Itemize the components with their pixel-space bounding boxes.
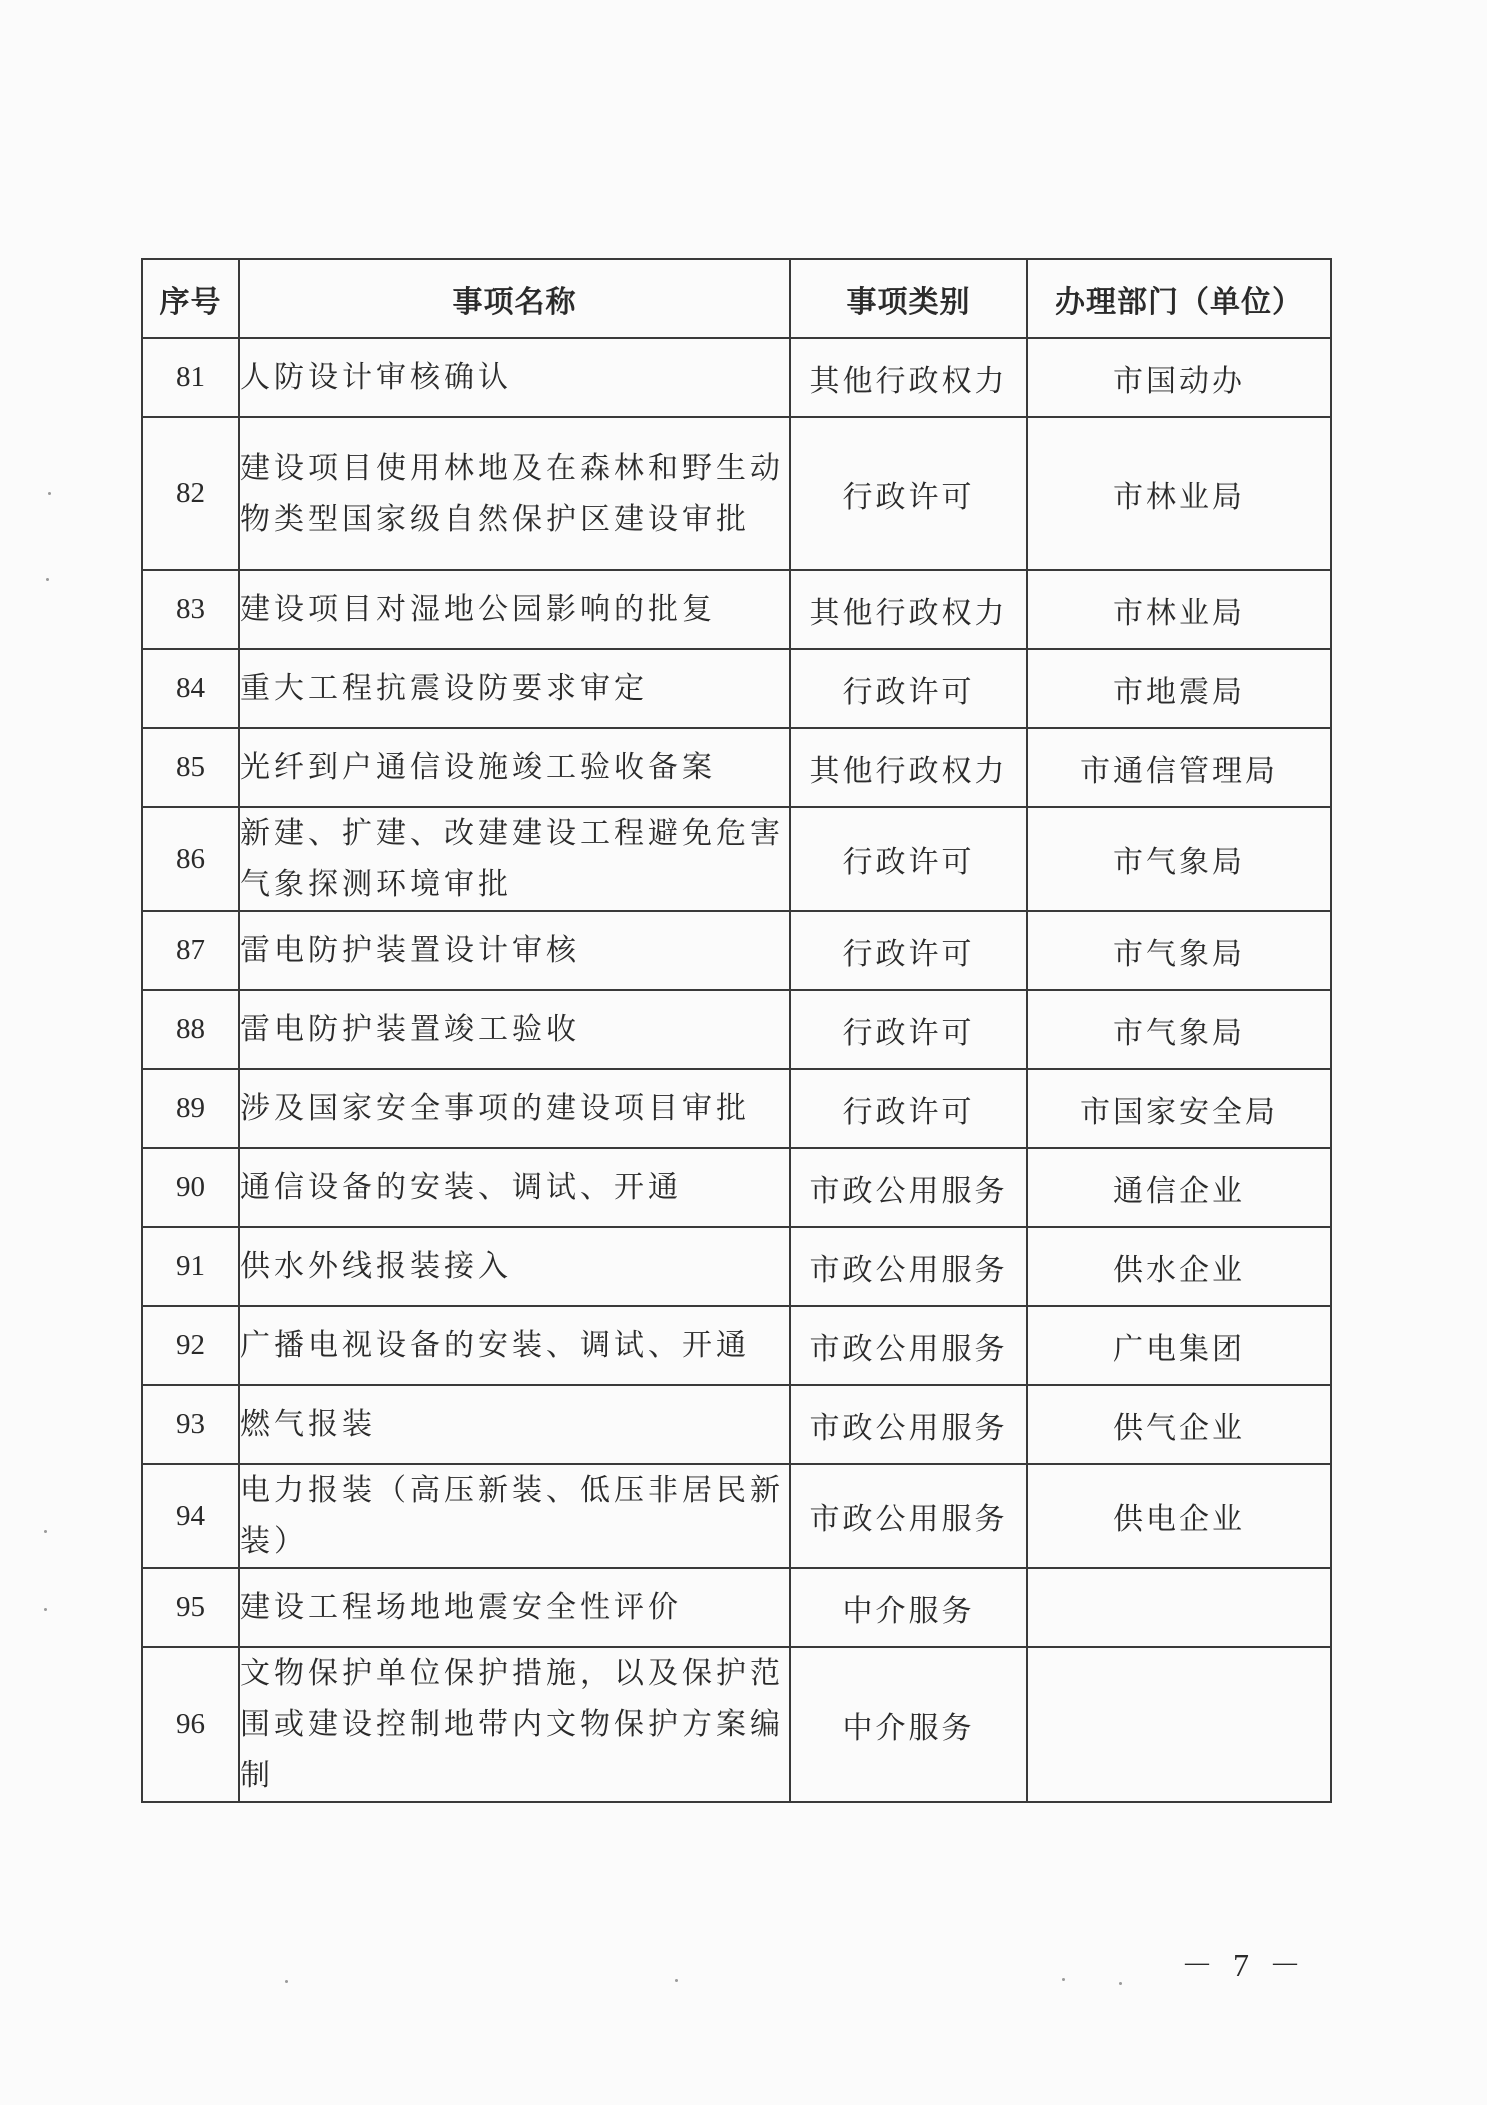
handling-department: 供水企业 [1027, 1227, 1331, 1306]
item-category: 其他行政权力 [790, 570, 1027, 649]
row-number: 88 [142, 990, 239, 1069]
scan-speck [1062, 1978, 1065, 1981]
table-row [142, 1227, 1331, 1306]
table-row [142, 649, 1331, 728]
handling-department: 通信企业 [1027, 1148, 1331, 1227]
table-row [142, 728, 1331, 807]
handling-department: 市气象局 [1027, 807, 1331, 911]
item-category: 市政公用服务 [790, 1464, 1027, 1568]
item-name: 燃气报装 [239, 1385, 790, 1464]
row-number: 91 [142, 1227, 239, 1306]
row-number: 83 [142, 570, 239, 649]
table-header-row [142, 259, 1331, 338]
item-name: 建设项目对湿地公园影响的批复 [239, 570, 790, 649]
table-row [142, 911, 1331, 990]
header-category: 事项类别 [790, 259, 1027, 338]
table-row [142, 1464, 1331, 1568]
items-table [141, 258, 1332, 1803]
handling-department: 市地震局 [1027, 649, 1331, 728]
handling-department: 市林业局 [1027, 417, 1331, 570]
item-category: 中介服务 [790, 1568, 1027, 1647]
item-name: 雷电防护装置设计审核 [239, 911, 790, 990]
item-name: 供水外线报装接入 [239, 1227, 790, 1306]
scan-speck [285, 1980, 288, 1983]
item-category: 市政公用服务 [790, 1148, 1027, 1227]
handling-department: 市气象局 [1027, 990, 1331, 1069]
item-name: 重大工程抗震设防要求审定 [239, 649, 790, 728]
table-row [142, 807, 1331, 911]
handling-department: 市气象局 [1027, 911, 1331, 990]
row-number: 87 [142, 911, 239, 990]
item-name: 雷电防护装置竣工验收 [239, 990, 790, 1069]
row-number: 84 [142, 649, 239, 728]
handling-department: 供气企业 [1027, 1385, 1331, 1464]
table-row [142, 1385, 1331, 1464]
header-name: 事项名称 [239, 259, 790, 338]
scan-speck [675, 1979, 678, 1982]
scan-speck [44, 1608, 47, 1611]
item-name: 通信设备的安装、调试、开通 [239, 1148, 790, 1227]
table-row [142, 1647, 1331, 1802]
table-row [142, 1306, 1331, 1385]
item-category: 行政许可 [790, 649, 1027, 728]
table-row [142, 1069, 1331, 1148]
item-name: 新建、扩建、改建建设工程避免危害气象探测环境审批 [239, 807, 790, 911]
table-row [142, 570, 1331, 649]
scan-speck [1119, 1982, 1122, 1985]
scan-speck [46, 578, 49, 581]
handling-department: 市国家安全局 [1027, 1069, 1331, 1148]
item-category: 市政公用服务 [790, 1227, 1027, 1306]
row-number: 82 [142, 417, 239, 570]
table-row [142, 1568, 1331, 1647]
item-name: 文物保护单位保护措施，以及保护范围或建设控制地带内文物保护方案编制 [239, 1647, 790, 1802]
item-category: 市政公用服务 [790, 1306, 1027, 1385]
row-number: 93 [142, 1385, 239, 1464]
item-name: 人防设计审核确认 [239, 338, 790, 417]
item-name: 建设项目使用林地及在森林和野生动物类型国家级自然保护区建设审批 [239, 417, 790, 570]
table-row [142, 338, 1331, 417]
item-name: 涉及国家安全事项的建设项目审批 [239, 1069, 790, 1148]
handling-department: 市林业局 [1027, 570, 1331, 649]
table-body [142, 338, 1331, 1802]
item-name: 电力报装（高压新装、低压非居民新装） [239, 1464, 790, 1568]
handling-department [1027, 1647, 1331, 1802]
item-category: 其他行政权力 [790, 338, 1027, 417]
row-number: 94 [142, 1464, 239, 1568]
header-dept: 办理部门（单位） [1027, 259, 1331, 338]
handling-department: 市通信管理局 [1027, 728, 1331, 807]
table-row [142, 990, 1331, 1069]
handling-department: 供电企业 [1027, 1464, 1331, 1568]
item-category: 行政许可 [790, 990, 1027, 1069]
item-name: 光纤到户通信设施竣工验收备案 [239, 728, 790, 807]
handling-department: 广电集团 [1027, 1306, 1331, 1385]
header-no: 序号 [142, 259, 239, 338]
row-number: 96 [142, 1647, 239, 1802]
item-category: 行政许可 [790, 911, 1027, 990]
handling-department: 市国动办 [1027, 338, 1331, 417]
item-category: 行政许可 [790, 807, 1027, 911]
scan-speck [48, 492, 51, 495]
table-row [142, 417, 1331, 570]
item-category: 市政公用服务 [790, 1385, 1027, 1464]
row-number: 95 [142, 1568, 239, 1647]
item-name: 建设工程场地地震安全性评价 [239, 1568, 790, 1647]
row-number: 85 [142, 728, 239, 807]
item-category: 行政许可 [790, 417, 1027, 570]
row-number: 90 [142, 1148, 239, 1227]
row-number: 89 [142, 1069, 239, 1148]
handling-department [1027, 1568, 1331, 1647]
item-category: 行政许可 [790, 1069, 1027, 1148]
row-number: 86 [142, 807, 239, 911]
item-category: 中介服务 [790, 1647, 1027, 1802]
page-number: － 7 － [1180, 1947, 1307, 1983]
row-number: 81 [142, 338, 239, 417]
table-row [142, 1148, 1331, 1227]
item-name: 广播电视设备的安装、调试、开通 [239, 1306, 790, 1385]
row-number: 92 [142, 1306, 239, 1385]
scan-speck [44, 1530, 47, 1533]
item-category: 其他行政权力 [790, 728, 1027, 807]
